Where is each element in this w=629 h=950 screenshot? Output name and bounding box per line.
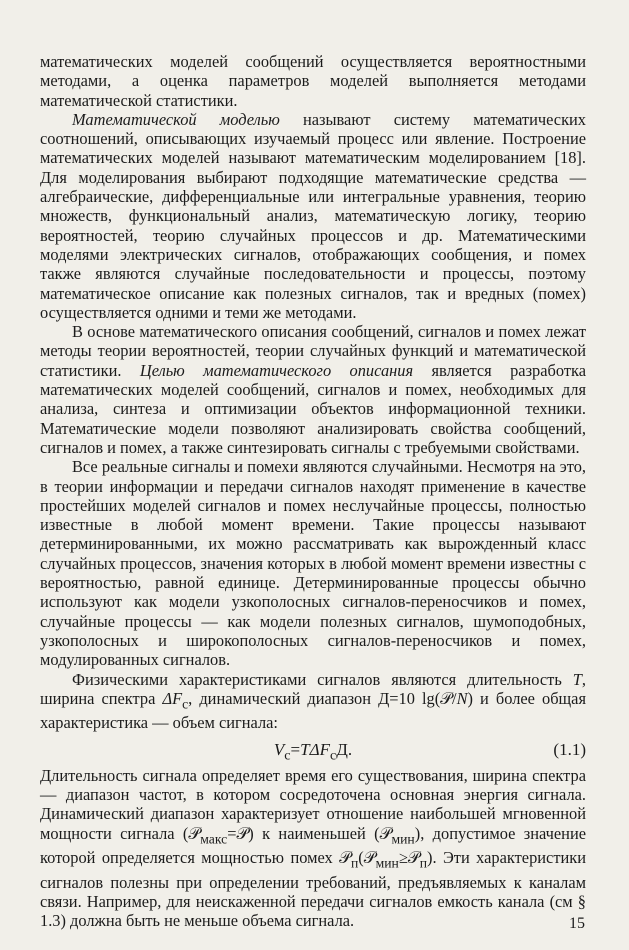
page-number: 15 bbox=[569, 915, 585, 932]
formula-expression: $V_c=T\Delta F_cД$. bbox=[273, 739, 353, 764]
paragraph-6: Длительность сигнала определяет время его существования, ширина спектра — диапазон частот, в котором сосредоточена основная энергия сигнала. Динамический диапазон характеризует отношение наибольшей мгновенной мощности сигнала (𝒫$_{макс}$=𝒫) к наименьшей (𝒫$_{мин}$), допустимое значение которой определяется мощностью помех 𝒫$_п$(𝒫$_{мин}$≥𝒫$_п$). Эти характеристики сигналов полезны при определении требований, предъявляемых к каналам связи. Например, для неискаженной передачи сигналов емкость канала (см § 1.3) должна быть не меньше объема сигнала. bbox=[40, 765, 586, 931]
paragraph-3: В основе математического описания сообщений, сигналов и помех лежат методы теории вероятностей, теории случайных функций и математической статистики. Целью математического описания является разработка математических моделей сообщений, сигналов и помех, необходимых для анализа, синтеза и оптимизации объектов информационной техники. Математические модели позволяют анализировать свойства сообщений, сигналов и помех, а также синтезировать сигналы с требуемыми свойствами. bbox=[40, 322, 586, 457]
paragraph-2: Математической моделью называют систему математических соотношений, описывающих изучаемый процесс или явление. Построение математических моделей называют математическим моделированием [18]. Для моделирования выбирают подходящие математические средства — алгебраические, дифференциальные или интегральные уравнения, теорию множеств, функциональный анализ, математическую логику, теорию вероятностей, теорию случайных процессов и др. Математическими моделями электрических сигналов, отображающих сообщения, и помех также являются случайные последовательности и процессы, поэтому математическое описание как полезных сигналов, так и вредных (помех) осуществляется одними и теми же методами. bbox=[40, 109, 587, 322]
page-body bbox=[40, 52, 586, 931]
paragraph-1: математических моделей сообщений осуществляется вероятностными методами, а оценка параметров моделей выполняется методами математической статистики. bbox=[40, 52, 586, 110]
equation-number: (1.1) bbox=[553, 739, 586, 759]
term-purpose-of-description: Целью математического описания bbox=[139, 360, 414, 380]
paragraph-4: Все реальные сигналы и помехи являются случайными. Несмотря на это, в теории информации и передачи сигналов находят применение в качестве простейших моделей сигналов и помех неслучайные процессы, полностью известные в любой момент времени. Такие процессы называют детерминированными, их можно рассматривать как вырожденный класс случайных процессов, значения которых в любой момент времени известны с вероятностью, равной единице. Детерминированные процессы обычно используют как модели узкополосных сигналов-переносчиков и помех, случайные процессы — как модели полезных сигналов, шумоподобных, узкополосных и широкополосных сигналов-переносчиков и помех, модулированных сигналов. bbox=[40, 457, 586, 670]
formula-1-1 bbox=[40, 733, 586, 766]
paragraph-5: Физическими характеристиками сигналов являются длительность T, ширина спектра $\Delta F_c$, динамический диапазон Д=10 lg(𝒫/N) и более общая характеристика — объем сигнала: bbox=[40, 669, 586, 733]
term-mathematical-model: Математической моделью bbox=[72, 109, 280, 129]
